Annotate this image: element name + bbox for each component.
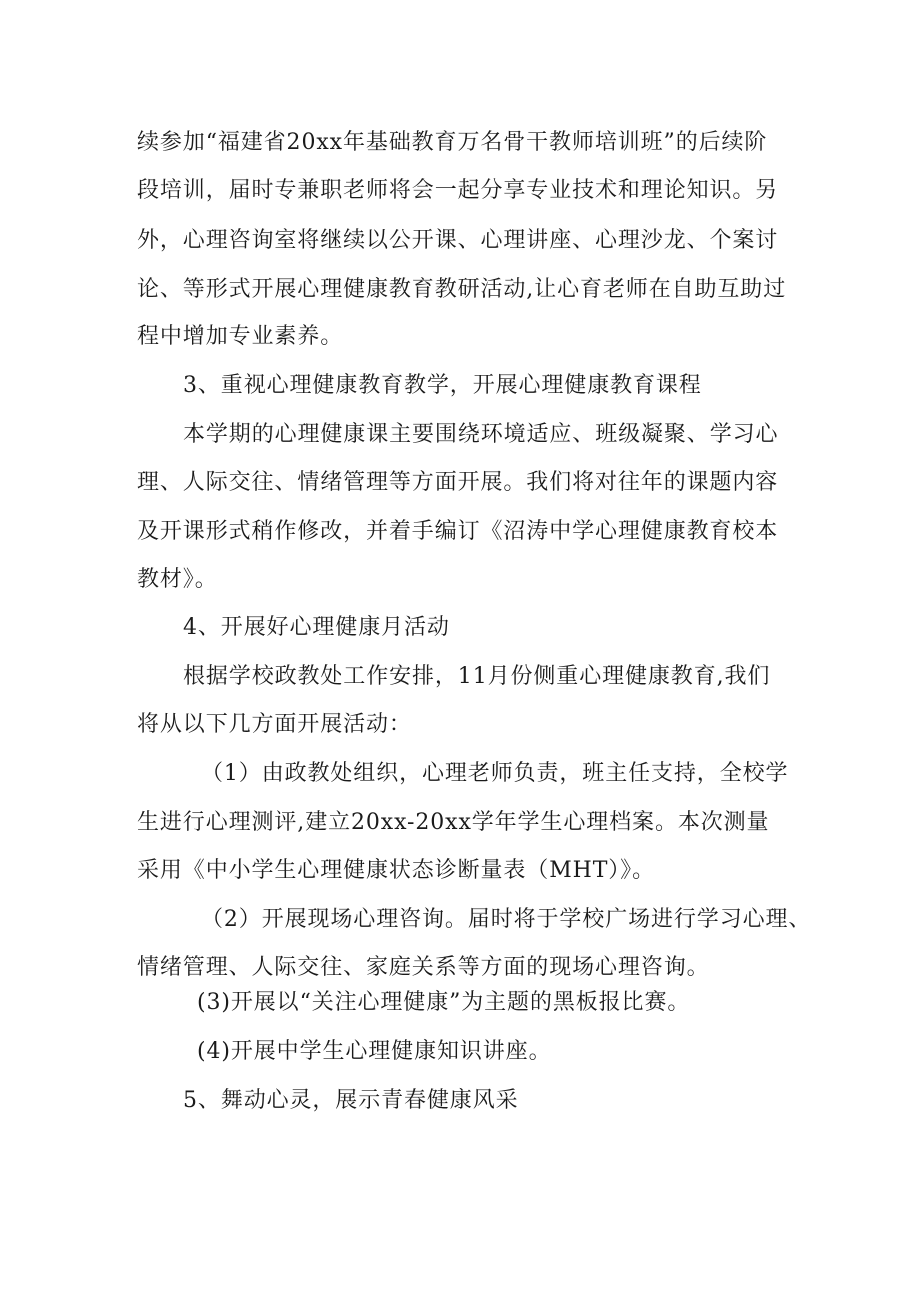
list-item-line: (4)开展中学生心理健康知识讲座。 (197, 1039, 552, 1064)
paragraph-line: 根据学校政教处工作安排，11月份侧重心理健康教育,我们 (183, 664, 771, 689)
list-item-line: (3)开展以“关注心理健康”为主题的黑板报比赛。 (197, 990, 691, 1015)
paragraph-line: 将从以下几方面开展活动： (137, 712, 412, 737)
paragraph-line: 续参加“福建省20xx年基础教育万名骨干教师培训班”的后续阶 (137, 130, 768, 155)
paragraph-line: 外，心理咨询室将继续以公开课、心理讲座、心理沙龙、个案讨 (137, 228, 779, 253)
section-heading: 5、舞动心灵，展示青春健康风采 (183, 1088, 519, 1113)
paragraph-line: 段培训，届时专兼职老师将会一起分享专业技术和理论知识。另 (137, 178, 779, 203)
section-heading: 4、开展好心理健康月活动 (183, 615, 450, 640)
paragraph-line: 论、等形式开展心理健康教育教研活动,让心育老师在自助互助过 (137, 277, 787, 302)
list-item-line: 采用《中小学生心理健康状态诊断量表（MHT）》。 (137, 858, 655, 883)
paragraph-line: 本学期的心理健康课主要围绕环境适应、班级凝聚、学习心 (183, 422, 779, 447)
list-item-line: （1）由政教处组织，心理老师负责，班主任支持，全校学 (201, 761, 789, 786)
list-item-line: 生进行心理测评,建立20xx-20xx学年学生心理档案。本次测量 (137, 810, 770, 835)
list-item-line: 情绪管理、人际交往、家庭关系等方面的现场心理咨询。 (137, 955, 710, 980)
paragraph-line: 程中增加专业素养。 (137, 324, 344, 349)
paragraph-line: 理、人际交往、情绪管理等方面开展。我们将对往年的课题内容 (137, 470, 779, 495)
paragraph-line: 及开课形式稍作修改，并着手编订《沼涛中学心理健康教育校本 (137, 519, 779, 544)
section-heading: 3、重视心理健康教育教学，开展心理健康教育课程 (183, 373, 702, 398)
paragraph-line: 教材》。 (137, 567, 218, 592)
list-item-line: （2）开展现场心理咨询。届时将于学校广场进行学习心理、 (201, 907, 812, 932)
